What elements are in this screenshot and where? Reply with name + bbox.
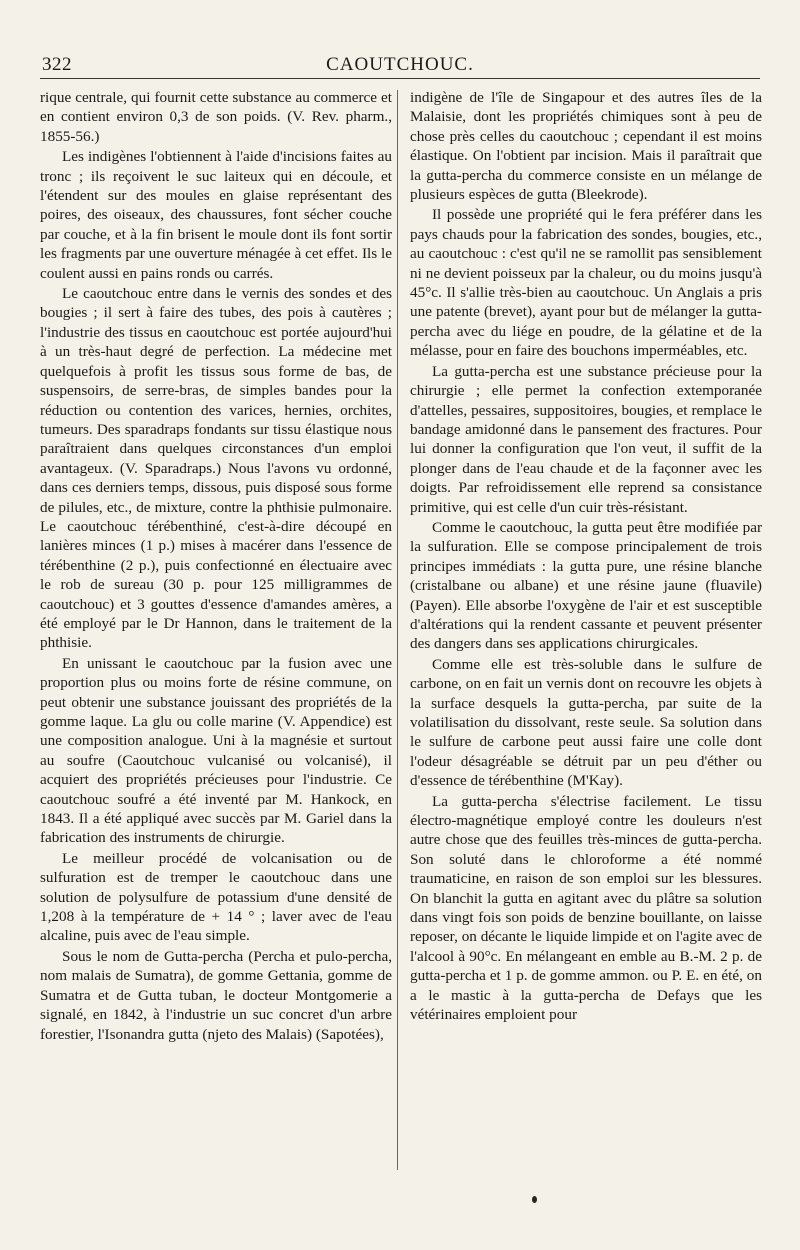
paragraph: indigène de l'île de Singapour et des autres îles de la Malaisie, dont les propriétés chimiques sont à peu de chose près celles du caoutchouc ; cependant il est moins élastique. On l'obtient par incision. Mais il paraîtrait que la gutta-percha du commerce consiste en un mélange de plusieurs espèces de gutta (Bleekrode). bbox=[410, 89, 762, 204]
paragraph: Il possède une propriété qui le fera préférer dans les pays chauds pour la fabrication des sondes, bougies, etc., au caoutchouc : c'est qu'il ne se ramollit pas sensiblement ni ne devient poisseux par la chaleur, ou du moins jusqu'à 45°c. Il s'allie très-bien au caoutchouc. Un Anglais a pris une patente (brevet), ayant pour but de mélanger la gutta-percha avec du liége en poudre, de la gélatine et de la mélasse, pour en faire des bouchons imperméables, etc. bbox=[410, 206, 762, 360]
ink-mark bbox=[532, 1196, 537, 1203]
column-divider bbox=[397, 90, 398, 1170]
paragraph: La gutta-percha est une substance précieuse pour la chirurgie ; elle permet la confection extemporanée d'attelles, pessaires, suppositoires, bougies, et remplace le bandage amidonné dans le pansement des fractures. Pour lui donner la configuration que l'on veut, il suffit de la plonger dans de l'eau chaude et de la façonner avec les doigts. Par refroidissement elle reprend sa consistance primitive, qui est celle d'un cuir très-résistant. bbox=[410, 362, 762, 516]
right-column bbox=[410, 88, 762, 1025]
left-column bbox=[40, 88, 392, 1044]
paragraph: En unissant le caoutchouc par la fusion avec une proportion plus ou moins forte de résine commune, on peut obtenir une substance jouissant des propriétés de la gomme laque. La glu ou colle marine (V. Appendice) est une composition analogue. Uni à la magnésie et surtout au soufre (Caoutchouc vulcanisé ou volcanisé), il acquiert des propriétés précieuses pour l'industrie. Ce caoutchouc soufré a été inventé par M. Hankock, en 1843. Il a été appliqué avec succès par M. Gariel dans la fabrication des instruments de chirurgie. bbox=[40, 654, 392, 847]
paragraph: La gutta-percha s'électrise facilement. Le tissu électro-magnétique employé contre les douleurs n'est autre chose que des feuilles très-minces de gutta-percha. Son soluté dans le chloroforme a été nommé traumaticine, en raison de son emploi sur les blessures. On blanchit la gutta en agitant avec du plâtre sa solution dans vingt fois son poids de benzine bouillante, on laisse reposer, on décante le liquide limpide et on l'agite avec de l'alcool à 90°c. En mélangeant en emble au B.-M. 2 p. de gutta-percha et 1 p. de gomme ammon. ou P. E. en été, on a le mastic à la gutta-percha de Defays que les vétérinaires emploient pour bbox=[410, 792, 762, 1024]
paragraph: rique centrale, qui fournit cette substance au commerce et en contient environ 0,3 de son poids. (V. Rev. pharm., 1855-56.) bbox=[40, 89, 392, 145]
page-header bbox=[40, 52, 760, 79]
paragraph: Comme elle est très-soluble dans le sulfure de carbone, on en fait un vernis dont on recouvre les objets à la surface desquels la gutta-percha, par suite de la volatilisation du dissolvant, reste seule. Sa solution dans le sulfure de carbone peut aussi faire une colle dont l'odeur désagréable se détruit par un peu d'éther ou d'essence de térébenthine (M'Kay). bbox=[410, 655, 762, 790]
paragraph: Sous le nom de Gutta-percha (Percha et pulo-percha, nom malais de Sumatra), de gomme Gettania, gomme de Sumatra et de Gutta tuban, le docteur Montgomerie a signalé, en 1842, à l'industrie un suc concret d'un arbre forestier, l'Isonandra gutta (njeto des Malais) (Sapotées), bbox=[40, 947, 392, 1043]
paragraph: Comme le caoutchouc, la gutta peut être modifiée par la sulfuration. Elle se compose principalement de trois principes immédiats : la gutta pure, une résine blanche (cristalbane ou albane) et une résine jaune (fluavile) (Payen). Elle absorbe l'oxygène de l'air et est susceptible d'altérations qui la rendent cassante et peuvent présenter des dangers dans ses applications chirurgicales. bbox=[410, 518, 762, 653]
paragraph: Le meilleur procédé de volcanisation ou de sulfuration est de tremper le caoutchouc dans une solution de polysulfure de potassium d'une densité de 1,208 à la température de + 14 ° ; laver avec de l'eau alcaline, puis avec de l'eau simple. bbox=[40, 849, 392, 945]
page-number: 322 bbox=[42, 54, 72, 75]
paragraph: Le caoutchouc entre dans le vernis des sondes et des bougies ; il sert à faire des tubes, des pois à cautères ; l'industrie des tissus en caoutchouc est portée aujourd'hui à un très-haut degré de perfection. La médecine met quelquefois à profit les tissus sous forme de bas, de suspensoirs, de serre-bras, de simples bandes pour la réduction ou contention des varices, hernies, orchites, tumeurs. Des sparadraps fondants sur tissu élastique nous paraîtraient dans quelques circonstances d'un emploi avantageux. (V. Sparadraps.) Nous l'avons vu ordonné, dans ces derniers temps, dissous, puis disposé sous forme de pilules, etc., de mixture, contre la phthisie pulmonaire. Le caoutchouc térébenthiné, c'est-à-dire découpé en lanières minces (1 p.) mises à macérer dans l'essence de térébenthine (2 p.), puis confectionné en électuaire avec le rob de sureau (30 p. pour 125 milligrammes de caoutchouc) et 3 gouttes d'essence d'amandes amères, a été employé par le Dr Hannon, dans le traitement de la phthisie. bbox=[40, 285, 392, 652]
running-title: CAOUTCHOUC. bbox=[326, 54, 474, 75]
paragraph: Les indigènes l'obtiennent à l'aide d'incisions faites au tronc ; ils reçoivent le suc laiteux qui en découle, et l'étendent sur des moules en glaise représentant des poires, des oiseaux, des chaussures, font sécher couche par couche, et à la fin brisent le moule dont ils font sortir les fragments par une ouverture ménagée à cet effet. Ils le coulent aussi en pains ronds ou carrés. bbox=[40, 148, 392, 282]
